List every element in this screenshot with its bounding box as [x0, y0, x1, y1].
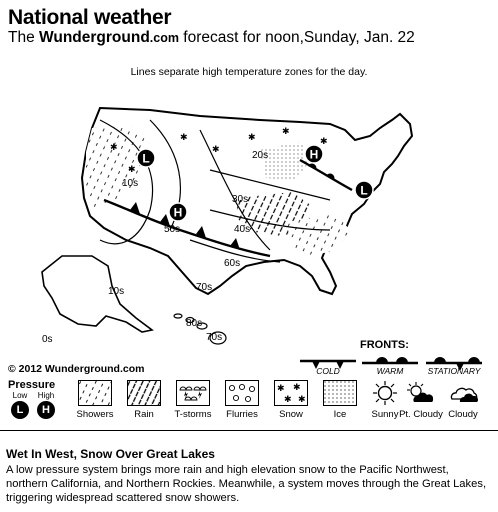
- sun-icon: [368, 380, 402, 406]
- temp-label-10s: 10s: [122, 178, 139, 189]
- svg-text:✱: ✱: [284, 395, 292, 405]
- flurries-icon: [225, 380, 259, 406]
- high-pressure-northeast: [305, 145, 323, 163]
- legend-label-flurries: Flurries: [226, 409, 258, 420]
- svg-text:✱: ✱: [293, 383, 301, 393]
- snow-icon: ✱: [248, 133, 256, 143]
- high-pressure-rockies: [169, 203, 187, 221]
- ice-icon: [323, 380, 357, 406]
- low-pressure-east: [355, 181, 373, 199]
- temp-label-50s: 50s: [164, 224, 181, 235]
- cloudy-icon: [448, 380, 482, 406]
- snow-icon: ✱: [212, 145, 220, 155]
- story-headline: Wet In West, Snow Over Great Lakes: [6, 447, 215, 461]
- legend-label-cloudy: Cloudy: [448, 409, 478, 420]
- partly-cloudy-icon: [404, 380, 438, 406]
- legend-label-rain: Rain: [134, 409, 154, 420]
- temp-label-20s: 20s: [252, 150, 269, 161]
- low-pressure-icon: L: [11, 401, 29, 419]
- legend-label-sunny: Sunny: [371, 409, 399, 420]
- temp-label-30s: 30s: [232, 194, 249, 205]
- temp-label-40s: 40s: [234, 224, 251, 235]
- svg-text:✱: ✱: [277, 384, 285, 394]
- svg-text:H: H: [173, 205, 183, 220]
- fronts-title: FRONTS:: [360, 339, 409, 351]
- svg-text:✱: ✱: [298, 395, 306, 405]
- snow-legend-icon: [274, 380, 308, 406]
- warm-front-label: WARM: [376, 366, 404, 376]
- temp-label-70s-hawaii: 70s: [206, 332, 223, 343]
- svg-text:H: H: [309, 147, 319, 162]
- pressure-low-label: Low: [12, 391, 28, 400]
- cold-front-label: COLD: [316, 366, 340, 376]
- temp-label-0s-alaska: 0s: [42, 334, 53, 345]
- pressure-high-label: High: [37, 391, 55, 400]
- legend-label-pt-cloudy: Pt. Cloudy: [399, 409, 443, 420]
- legend-label-ice: Ice: [333, 409, 347, 420]
- showers-icon: [78, 380, 112, 406]
- subtitle-brand: Wunderground: [39, 29, 150, 46]
- high-pressure-icon: H: [37, 401, 55, 419]
- snow-icon: ✱: [180, 133, 188, 143]
- weather-map: [0, 80, 498, 380]
- svg-text:L: L: [360, 183, 368, 198]
- page-title: National weather: [8, 6, 172, 29]
- subtitle-dotcom: .com: [149, 31, 179, 45]
- subtitle-suffix: forecast for noon,Sunday, Jan. 22: [178, 29, 415, 46]
- subtitle-prefix: The: [8, 29, 40, 46]
- legend-label-t-storms: T-storms: [174, 409, 212, 420]
- legend-label-snow: Snow: [279, 409, 303, 420]
- low-pressure-west: [137, 149, 155, 167]
- snow-icon: ✱: [320, 137, 328, 147]
- temp-label-80s-hawaii: 80s: [186, 318, 203, 329]
- snow-icon: ✱: [128, 165, 136, 175]
- lines-note: Lines separate high temperature zones for the day.: [130, 66, 368, 78]
- legend-label-showers: Showers: [76, 409, 114, 420]
- rain-icon: [127, 380, 161, 406]
- temp-label-60s: 60s: [224, 258, 241, 269]
- svg-text:L: L: [142, 151, 150, 166]
- t-storms-icon: [176, 380, 210, 406]
- temp-label-10s-alaska: 10s: [108, 286, 125, 297]
- alaska-outline: [42, 256, 152, 332]
- copyright: © 2012 Wunderground.com: [8, 363, 145, 375]
- stationary-front-label: STATIONARY: [427, 366, 481, 376]
- story-body: A low pressure system brings more rain and high elevation snow to the Pacific Northwest, northern California, and Northern Rockies. Meanwhile, a system moves through the Great Lakes, triggering widespread scattered snow showers.: [6, 464, 487, 504]
- snow-icon: ✱: [110, 143, 118, 153]
- pressure-title: Pressure: [8, 379, 56, 391]
- temp-label-70s-main: 70s: [196, 282, 213, 293]
- snow-icon: ✱: [282, 127, 290, 137]
- section-divider: [0, 430, 498, 431]
- page-subtitle: [8, 29, 415, 47]
